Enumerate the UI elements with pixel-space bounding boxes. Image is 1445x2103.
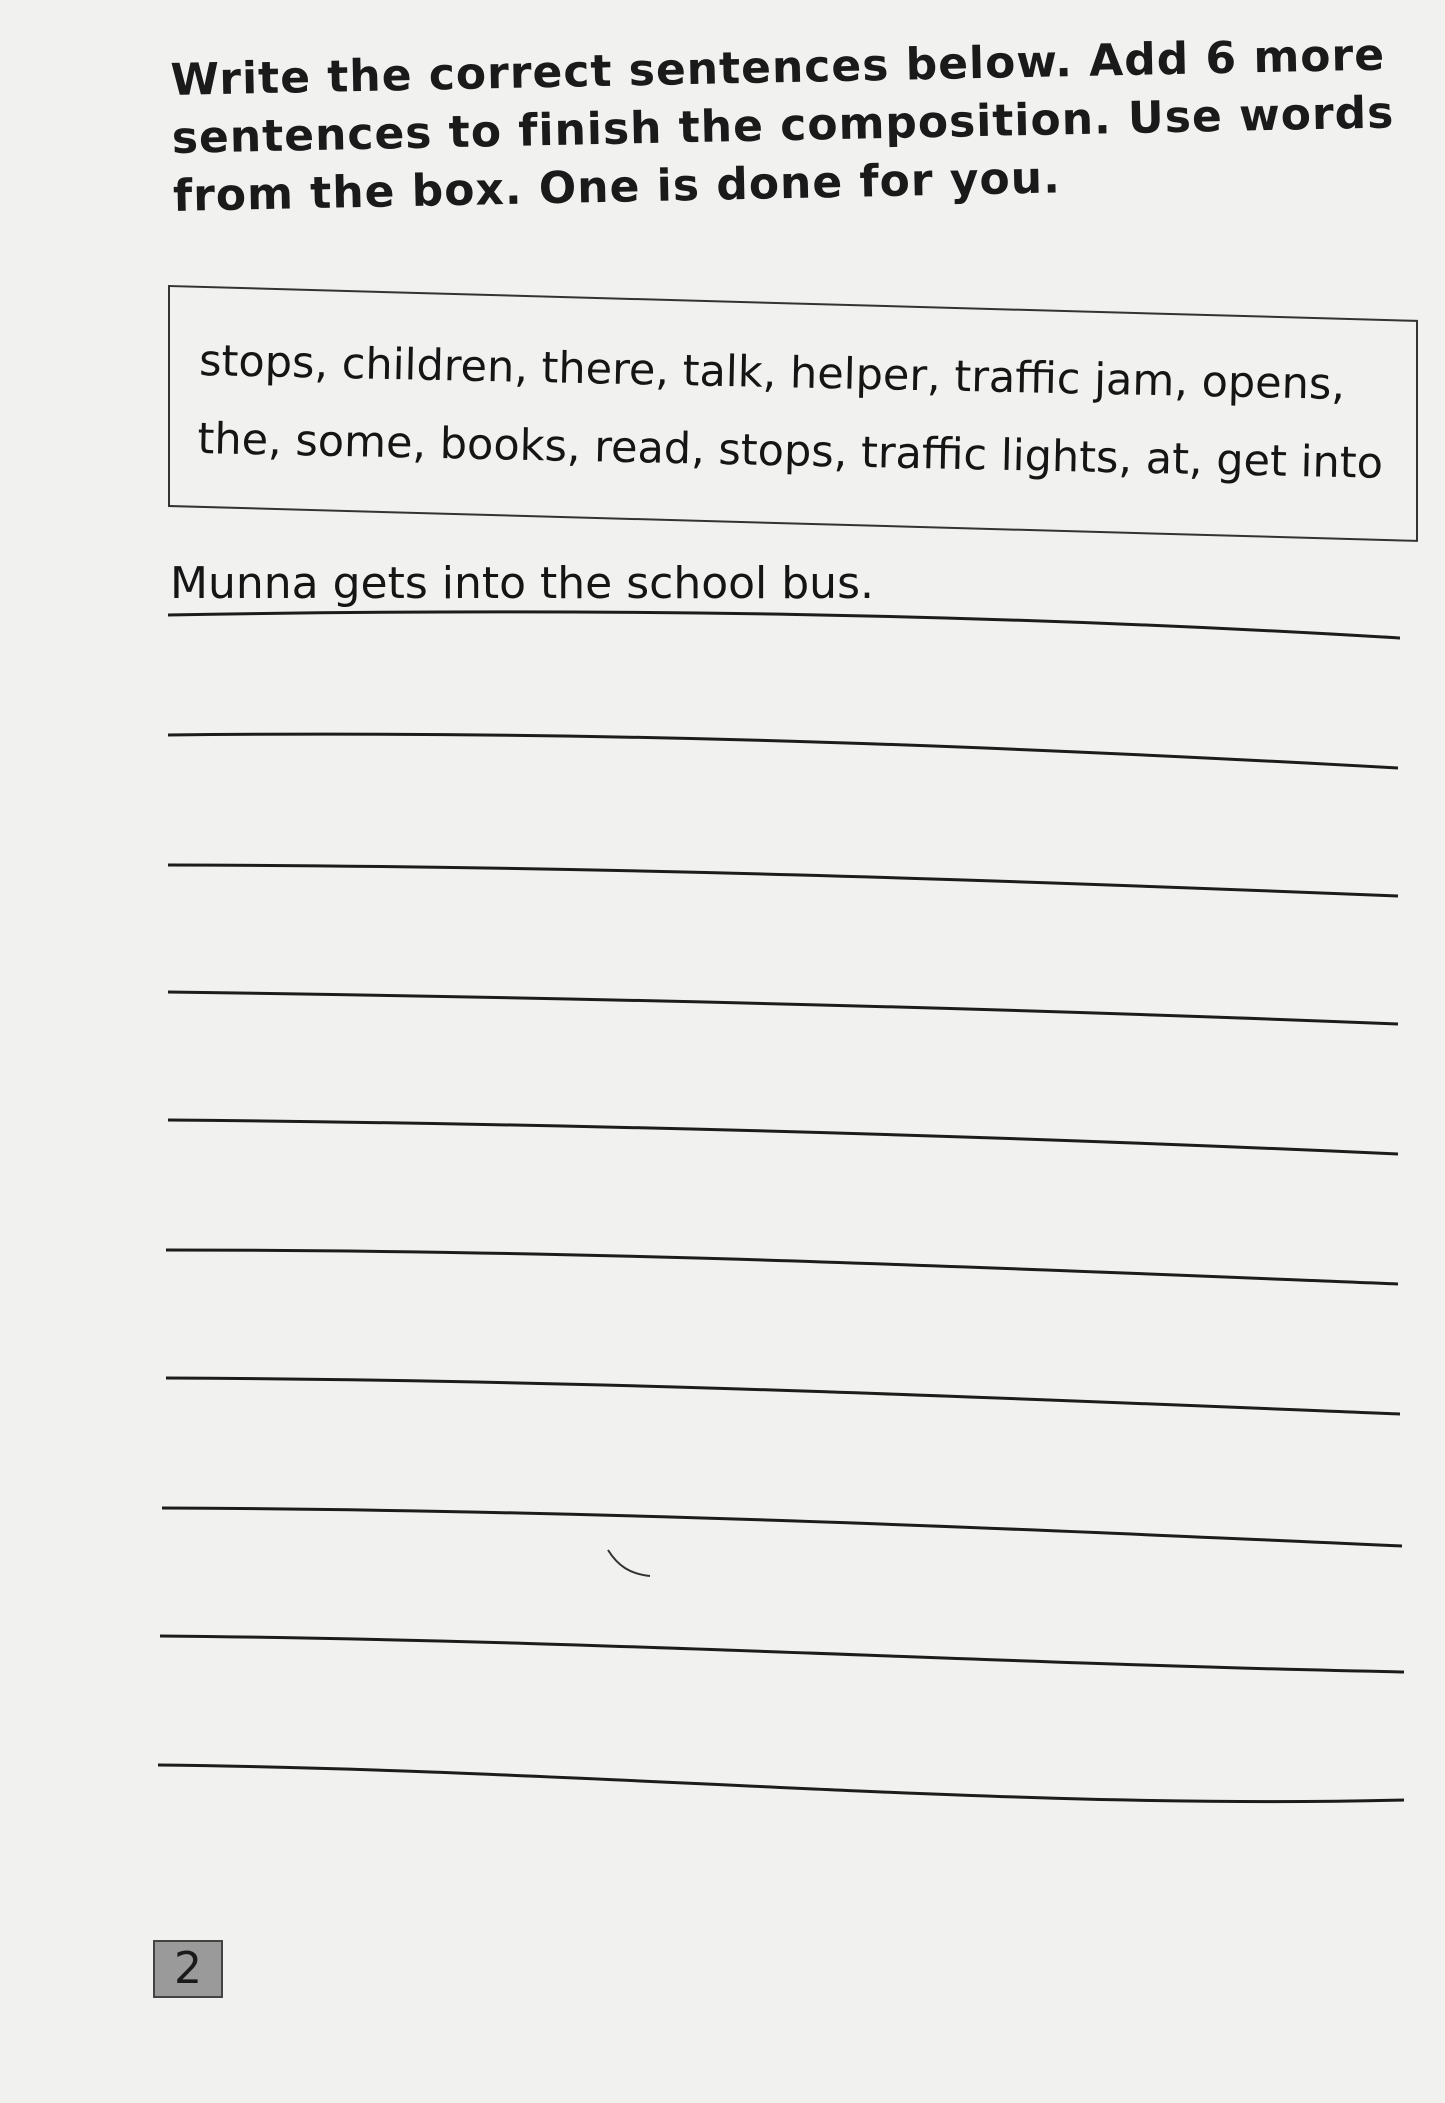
writing-line-10 [158,1765,1404,1802]
writing-line-8 [162,1508,1402,1546]
writing-line-1 [168,612,1400,638]
writing-line-4 [168,992,1398,1024]
example-sentence: Munna gets into the school bus. [170,558,874,609]
writing-line-5 [168,1120,1398,1154]
writing-line-2 [168,734,1398,768]
word-box-line-1: stops, children, there, talk, helper, traffic jam, opens, [198,335,1346,410]
writing-line-9 [160,1636,1404,1672]
instructions-line-3: from the box. One is done for you. [172,152,1062,222]
instructions-line-2: sentences to finish the composition. Use words [171,87,1395,164]
writing-line-7 [166,1378,1400,1414]
word-box-line-2: the, some, books, read, stops, traffic lights, at, get into [197,413,1384,489]
writing-line-3 [168,865,1398,896]
writing-line-6 [166,1250,1398,1284]
page-number: 2 [153,1940,223,1998]
pencil-mark [608,1550,650,1576]
instructions-line-1: Write the correct sentences below. Add 6 more [170,29,1386,106]
